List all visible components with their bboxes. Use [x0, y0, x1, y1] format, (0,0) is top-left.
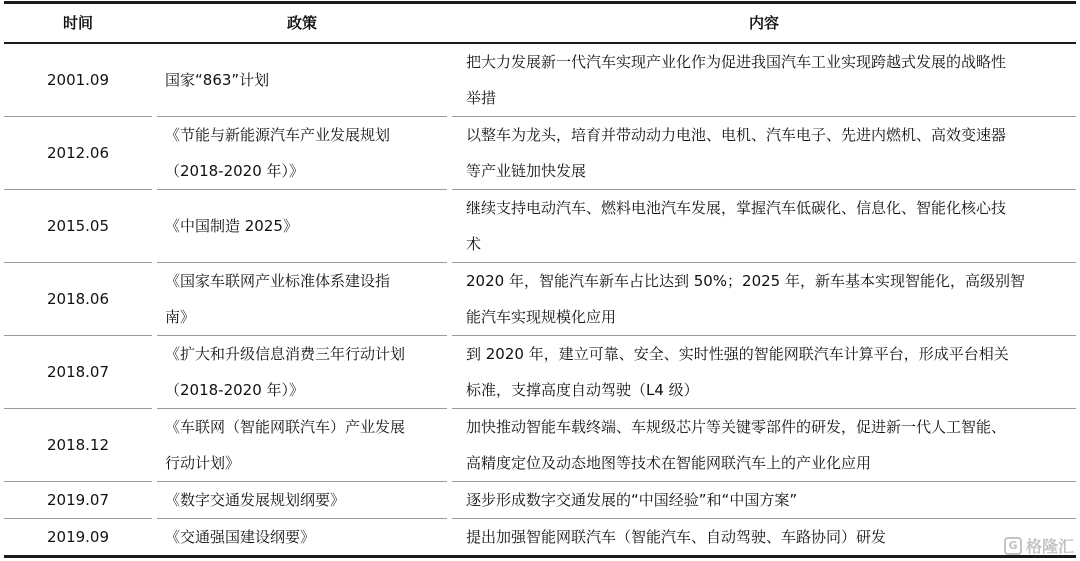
policy-line: 《交通强国建设纲要》 [165, 527, 316, 546]
table-row [4, 481, 1076, 518]
table-row [4, 43, 1076, 117]
content-line: 加快推动智能车载终端、车规级芯片等关键零部件的研发，促进新一代人工智能、 [466, 417, 1007, 436]
content-line: 以整车为龙头，培育并带动动力电池、电机、汽车电子、先进内燃机、高效变速器 [466, 125, 1007, 144]
content-line: 等产业链加快发展 [466, 161, 587, 180]
cell-content [452, 116, 1076, 189]
header-time: 时间 [4, 3, 152, 43]
content-line: 高精度定位及动态地图等技术在智能网联汽车上的产业化应用 [466, 453, 872, 472]
cell-content [452, 262, 1076, 335]
cell-policy [157, 116, 447, 189]
table-row [4, 262, 1076, 335]
table-row [4, 518, 1076, 556]
content-line: 把大力发展新一代汽车实现产业化作为促进我国汽车工业实现跨越式发展的战略性 [466, 52, 1007, 71]
watermark [1004, 534, 1074, 557]
content-line: 继续支持电动汽车、燃料电池汽车发展，掌握汽车低碳化、信息化、智能化核心技 [466, 198, 1007, 217]
cell-policy [157, 189, 447, 262]
table-row [4, 335, 1076, 408]
cell-time: 2015.05 [4, 189, 152, 262]
content-line: 术 [466, 234, 482, 253]
content-line: 逐步形成数字交通发展的“中国经验”和“中国方案” [466, 490, 798, 509]
policy-line: （2018-2020 年）》 [165, 380, 305, 399]
policy-line: 《扩大和升级信息消费三年行动计划 [165, 344, 406, 363]
content-line: 标准，支撑高度自动驾驶（L4 级） [466, 380, 699, 399]
gelonghui-logo-icon: G [1004, 537, 1022, 555]
cell-content [452, 43, 1076, 117]
cell-time: 2018.06 [4, 262, 152, 335]
cell-time: 2018.07 [4, 335, 152, 408]
cell-time: 2012.06 [4, 116, 152, 189]
policy-table-container [4, 1, 1076, 558]
header-policy: 政策 [157, 3, 447, 43]
cell-content [452, 481, 1076, 518]
content-line: 到 2020 年，建立可靠、安全、实时性强的智能网联汽车计算平台，形成平台相关 [466, 344, 1009, 363]
cell-time: 2001.09 [4, 43, 152, 117]
policy-line: 国家“863”计划 [165, 70, 270, 89]
table-header-row [4, 3, 1076, 43]
cell-policy [157, 335, 447, 408]
cell-content [452, 335, 1076, 408]
cell-content [452, 189, 1076, 262]
cell-policy [157, 43, 447, 117]
cell-content [452, 408, 1076, 481]
header-content: 内容 [452, 3, 1076, 43]
table-body [4, 43, 1076, 557]
table-row [4, 189, 1076, 262]
content-line: 2020 年，智能汽车新车占比达到 50%；2025 年，新车基本实现智能化，高级别智 [466, 271, 1025, 290]
content-line: 举措 [466, 88, 497, 107]
cell-content [452, 518, 1076, 556]
cell-policy [157, 518, 447, 556]
table-row [4, 408, 1076, 481]
policy-line: （2018-2020 年）》 [165, 161, 305, 180]
policy-table [4, 1, 1076, 558]
policy-line: 南》 [165, 307, 196, 326]
content-line: 提出加强智能网联汽车（智能汽车、自动驾驶、车路协同）研发 [466, 527, 887, 546]
content-line: 能汽车实现规模化应用 [466, 307, 617, 326]
watermark-text: 格隆汇 [1025, 537, 1074, 556]
policy-line: 《节能与新能源汽车产业发展规划 [165, 125, 391, 144]
policy-line: 《中国制造 2025》 [165, 216, 298, 235]
policy-line: 《车联网（智能网联汽车）产业发展 [165, 417, 406, 436]
cell-time: 2019.07 [4, 481, 152, 518]
cell-time: 2019.09 [4, 518, 152, 556]
policy-line: 《国家车联网产业标准体系建设指 [165, 271, 391, 290]
cell-time: 2018.12 [4, 408, 152, 481]
policy-line: 行动计划》 [165, 453, 241, 472]
cell-policy [157, 262, 447, 335]
cell-policy [157, 481, 447, 518]
policy-line: 《数字交通发展规划纲要》 [165, 490, 346, 509]
table-row [4, 116, 1076, 189]
cell-policy [157, 408, 447, 481]
